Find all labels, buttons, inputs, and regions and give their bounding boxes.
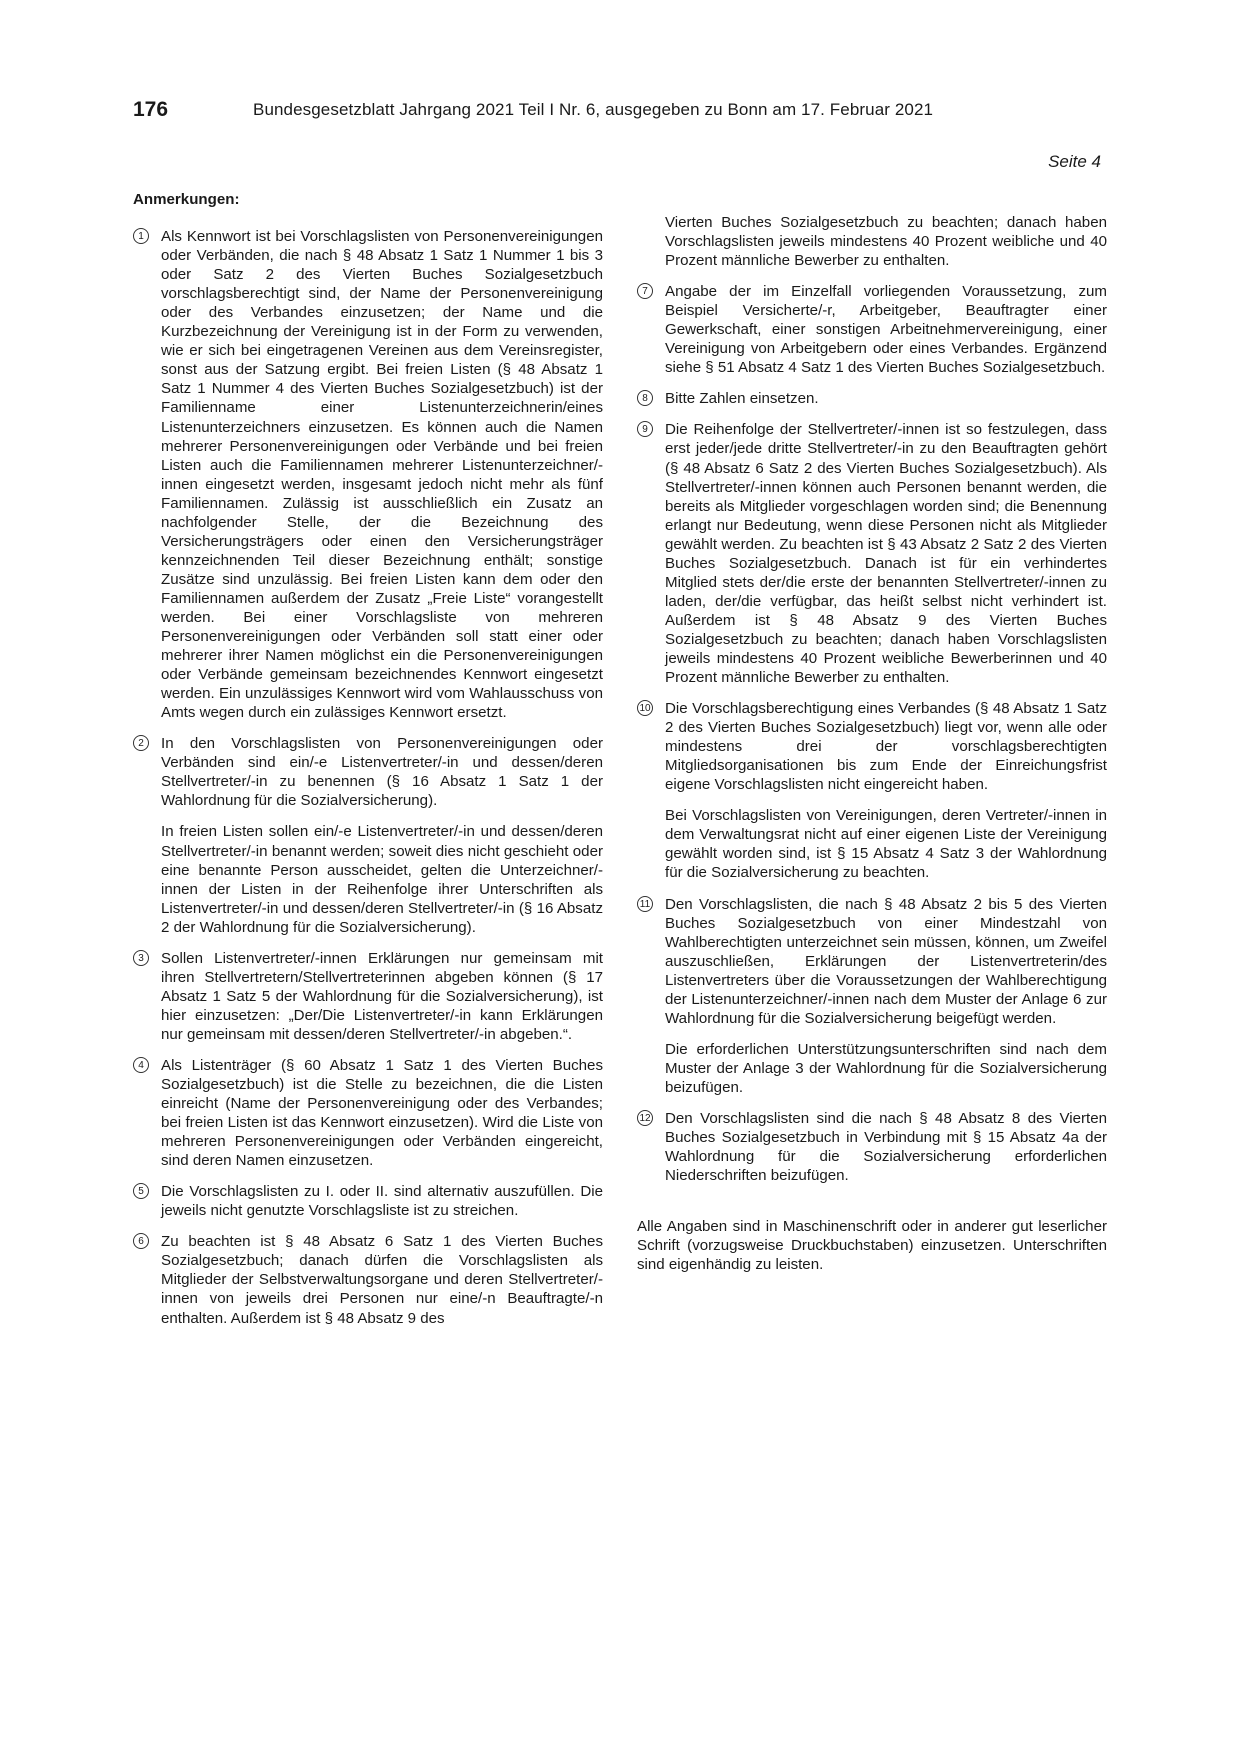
note-item [637, 282, 1107, 377]
note-number-badge: 12 [637, 1110, 653, 1126]
note-paragraph: Bitte Zahlen einsetzen. [665, 390, 819, 408]
note-number-badge: 2 [133, 735, 149, 751]
note-number-badge: 6 [133, 1233, 149, 1249]
note-paragraph: Die Vorschlagslisten zu I. oder II. sind alternativ auszufüllen. Die jeweils nicht genutzte Vorschlagsliste ist zu streichen. [161, 1183, 603, 1220]
note-number-badge: 9 [637, 421, 653, 437]
gazette-title: Bundesgesetzblatt Jahrgang 2021 Teil I Nr. 6, ausgegeben zu Bonn am 17. Februar 2021 [253, 100, 934, 119]
note-item [637, 420, 1107, 687]
note-item [637, 1109, 1107, 1185]
note-number-badge: 4 [133, 1057, 149, 1073]
note-item [133, 734, 603, 936]
note-paragraph: Die erforderlichen Unterstützungsunterschriften sind nach dem Muster der Anlage 3 der Wahlordnung für die Sozialversicherung beizufügen. [665, 1040, 1107, 1096]
note-item [637, 699, 1107, 882]
note-number-badge: 7 [637, 283, 653, 299]
page-number: 176 [133, 98, 169, 121]
note-item [637, 389, 1107, 408]
note-number-badge: 8 [637, 390, 653, 406]
note-item [133, 1182, 603, 1220]
note-paragraph: Den Vorschlagslisten sind die nach § 48 Absatz 8 des Vierten Buches Sozialgesetzbuch in Verbindung mit § 15 Absatz 4a der Wahlordnung für die Sozialversicherung erforderlichen Niederschriften beizufügen. [665, 1109, 1107, 1185]
page-label: Seite 4 [1048, 152, 1101, 171]
anmerkungen-title: Anmerkungen: [133, 191, 240, 208]
note-number-badge: 1 [133, 228, 149, 244]
note-paragraph: Als Listenträger (§ 60 Absatz 1 Satz 1 des Vierten Buches Sozialgesetzbuch) ist die Stelle zu bezeichnen, die die Listen einreicht (Name der Personenvereinigung oder des Verbandes; bei freien Listen ist das Kennwort einzusetzen). Wird die Liste von mehreren Personenvereinigungen oder Verbänden eingereicht, sind deren Namen einzusetzen. [161, 1056, 603, 1170]
note-paragraph: In den Vorschlagslisten von Personenvereinigungen oder Verbänden sind ein/-e Listenvertreter/-in und dessen/deren Stellvertreter/-in zu benennen (§ 16 Absatz 1 Satz 1 der Wahlordnung für die Sozialversicherung). [161, 735, 603, 810]
note-paragraph: Sollen Listenvertreter/-innen Erklärungen nur gemeinsam mit ihren Stellvertretern/Stellvertreterinnen abgeben können (§ 17 Absatz 1 Satz 5 der Wahlordnung für die Sozialversicherung), ist hier einzusetzen: „Der/Die Listenvertreter/-in kann Erklärungen nur gemeinsam mit dessen/deren Stellvertreter/-in abgeben.“. [161, 949, 603, 1043]
note-item [133, 227, 603, 722]
note-paragraph: Als Kennwort ist bei Vorschlagslisten von Personenvereinigungen oder Verbänden, die nach § 48 Absatz 1 Satz 1 Nummer 1 bis 3 oder Satz 2 des Vierten Buches Sozialgesetzbuch vorschlagsberechtigt sind, der Name der Personenvereinigung oder des Verbandes einzusetzen; der Name und die Kurzbezeichnung der Vereinigung ist in der Form zu verwenden, wie er sich bei eingetragenen Vereinen aus dem Vereinsregister, sonst aus der Satzung ergibt. Bei freien Listen (§ 48 Absatz 1 Satz 1 Nummer 4 des Vierten Buches Sozialgesetzbuch) ist der Familienname einer Listenunterzeichnerin/eines Listenunterzeichners einzusetzen. Es können auch die Namen mehrerer Personenvereinigungen oder Verbände und bei freien Listen auch die Familiennamen mehrerer Listenunterzeichner/-innen eingesetzt werden, insgesamt jedoch nicht mehr als fünf Familiennamen. Zulässig ist ausschließlich ein Zusatz an nachfolgender Stelle, der die Bezeichnung des Versicherungsträgers oder einen den Versicherungsträger kennzeichnenden Teil dieser Bezeichnung enthält; sonstige Zusätze sind unzulässig. Bei freien Listen kann dem oder den Familiennamen außerdem der Zusatz „Freie Liste“ vorangestellt werden. Bei einer Vorschlagsliste von mehreren Personenvereinigungen oder Verbänden soll statt einer oder mehrerer ihrer Namen möglichst ein die Personenvereinigungen oder Verbände gemeinsam bezeichnendes Kennwort eingesetzt werden. Ein unzulässiges Kennwort wird vom Wahlausschuss von Amts wegen durch ein zulässiges Kennwort ersetzt. [161, 228, 603, 722]
note-paragraph: Zu beachten ist § 48 Absatz 6 Satz 1 des Vierten Buches Sozialgesetzbuch; danach dürfen die Vorschlagslisten als Mitglieder der Selbstverwaltungsorgane und deren Stellvertreter/-innen von jeweils drei Personen nur eine/-n Beauftragte/-n enthalten. Außerdem ist § 48 Absatz 9 des [161, 1233, 603, 1327]
note-item [133, 949, 603, 1044]
left-column [133, 190, 603, 1340]
note-item [133, 1232, 603, 1327]
note-number-badge: 3 [133, 950, 149, 966]
note-number-badge: 10 [637, 700, 653, 716]
note-paragraph: Angabe der im Einzelfall vorliegenden Voraussetzung, zum Beispiel Versicherte/-r, Arbeitgeber, Beauftragter einer Gewerkschaft, einer sonstigen Arbeitnehmervereinigung, einer Vereinigung von Arbeitgebern oder eines Verbandes. Ergänzend siehe § 51 Absatz 4 Satz 1 des Vierten Buches Sozialgesetzbuch. [665, 283, 1107, 377]
note-number-badge: 5 [133, 1183, 149, 1199]
note-paragraph: Bei Vorschlagslisten von Vereinigungen, deren Vertreter/-innen in dem Verwaltungsrat nicht auf einer eigenen Liste der Vereinigung gewählt worden sind, ist § 15 Absatz 4 Satz 3 der Wahlordnung für die Sozialversicherung zu beachten. [665, 807, 1107, 882]
note-number-badge: 11 [637, 896, 653, 912]
note-item [637, 895, 1107, 1097]
note-6-continuation: Vierten Buches Sozialgesetzbuch zu beachten; danach haben Vorschlagslisten jeweils mindestens 40 Prozent weibliche und 40 Prozent männliche Bewerber zu enthalten. [665, 214, 1107, 270]
right-column [637, 213, 1107, 1274]
footer-note: Alle Angaben sind in Maschinenschrift oder in anderer gut leserlicher Schrift (vorzugsweise Druckbuchstaben) einzusetzen. Unterschriften sind eigenhändig zu leisten. [637, 1218, 1107, 1274]
page-header [133, 98, 1108, 128]
note-paragraph: Den Vorschlagslisten, die nach § 48 Absatz 2 bis 5 des Vierten Buches Sozialgesetzbuch von einer Mindestzahl von Wahlberechtigten unterzeichnet sein müssen, können, um Zweifel auszuschließen, Erklärungen der Listenvertreterin/des Listenvertreters über die Voraussetzungen der Wahlberechtigung der Listenunterzeichner/-innen nach dem Muster der Anlage 6 zur Wahlordnung für die Sozialversicherung beigefügt werden. [665, 895, 1107, 1027]
note-paragraph: Die Vorschlagsberechtigung eines Verbandes (§ 48 Absatz 1 Satz 2 des Vierten Buches Sozialgesetzbuch) liegt vor, wenn alle oder mindestens drei der vorschlagsberechtigten Mitgliedsorganisationen bis zum Ende der Einreichungsfrist eigene Vorschlagslisten nicht eingereicht haben. [665, 700, 1107, 794]
note-item [133, 1056, 603, 1170]
note-paragraph: Die Reihenfolge der Stellvertreter/-innen ist so festzulegen, dass erst jeder/jede dritte Stellvertreter/-in zu den Beauftragten gehört (§ 48 Absatz 6 Satz 2 des Vierten Buches Sozialgesetzbuch). Als Stellvertreter/-innen können auch Personen benannt werden, die bereits als Mitglieder vorgeschlagen worden sind; die Benennung erlangt nur Bedeutung, wenn diese Personen nicht als Mitglieder gewählt werden. Zu beachten ist § 43 Absatz 2 Satz 2 des Vierten Buches Sozialgesetzbuch. Danach ist für ein verhindertes Mitglied stets der/die erste der benannten Stellvertreter/-innen zu laden, der/die verfügbar, das heißt selbst nicht verhindert ist. Außerdem ist § 48 Absatz 9 des Vierten Buches Sozialgesetzbuch zu beachten; danach haben Vorschlagslisten jeweils mindestens 40 Prozent weibliche Bewerberinnen und 40 Prozent männliche Bewerber zu enthalten. [665, 421, 1107, 687]
note-paragraph: In freien Listen sollen ein/-e Listenvertreter/-in und dessen/deren Stellvertreter/-in benannt werden; soweit dies nicht geschieht oder eine benannte Person ausscheidet, gelten die Unterzeichner/-innen der Listen in der Reihenfolge ihrer Unterschriften als Listenvertreter/-in und dessen/deren Stellvertreter/-in (§ 16 Absatz 2 der Wahlordnung für die Sozialversicherung). [161, 823, 603, 936]
